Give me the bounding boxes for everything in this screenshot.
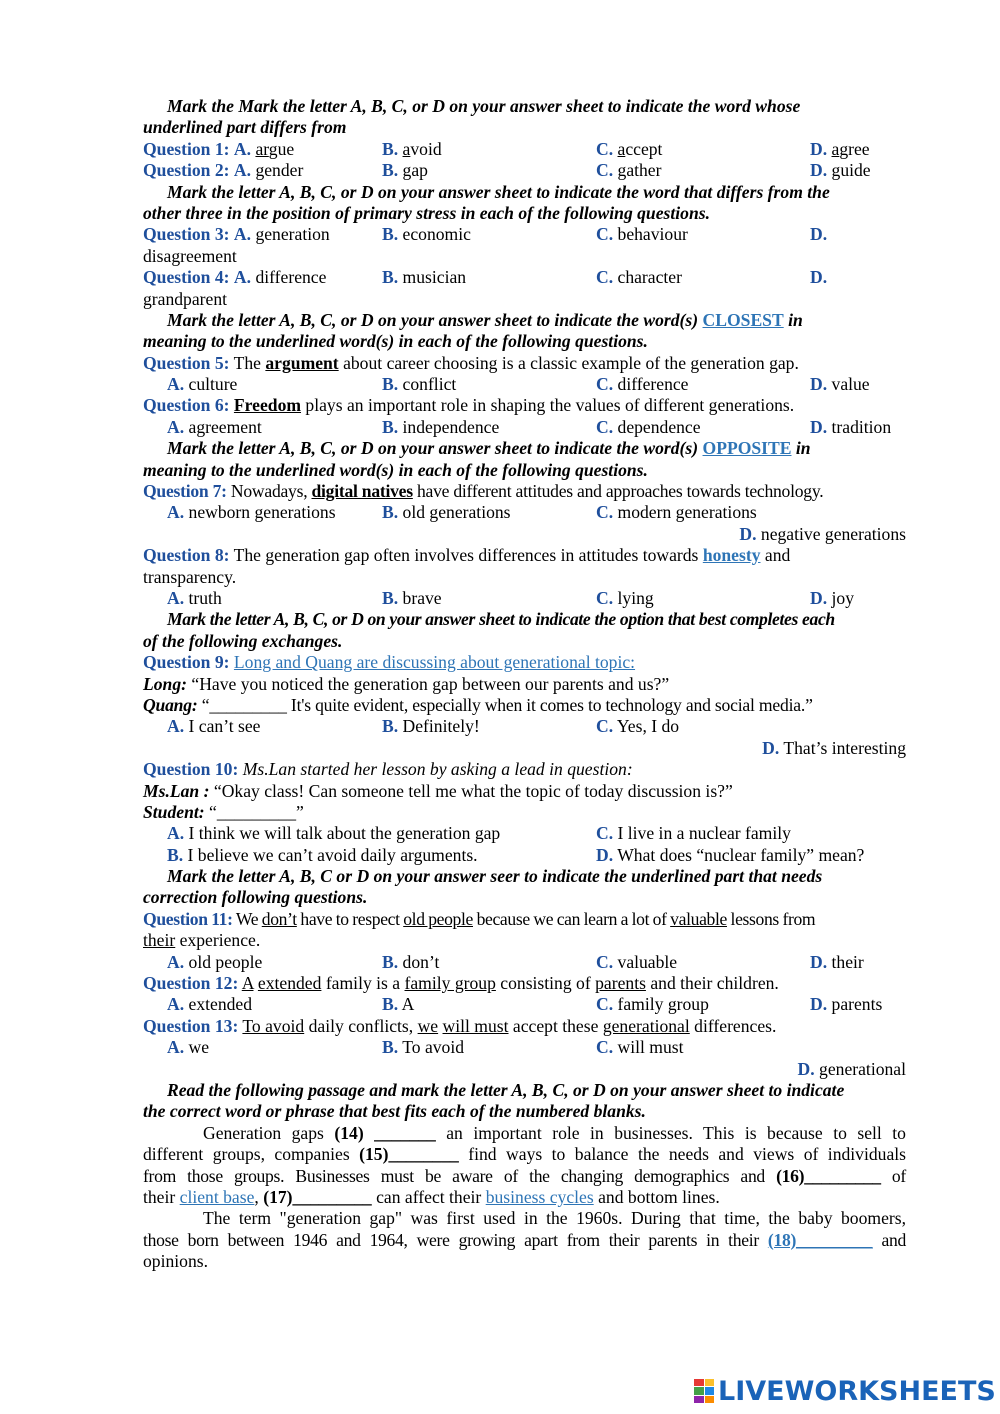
q12-option-a[interactable]: extended: [188, 994, 253, 1015]
q9-option-c[interactable]: Yes, I do: [616, 716, 680, 737]
question-11-label: Question 11:: [143, 908, 233, 929]
question-5-options: A. culture B. conflict C. difference D. value: [167, 374, 870, 395]
q3-option-c[interactable]: behaviour: [617, 224, 688, 245]
question-5: Question 5: The argument about career choosing is a classic example of the generation gap.: [143, 352, 799, 373]
section-7-instruction: Read the following passage and mark the letter A, B, C, or D on your answer sheet to indicate: [167, 1079, 845, 1100]
q2-option-a[interactable]: gender: [255, 160, 304, 181]
section-1-instruction-cont: underlined part differs from: [143, 117, 347, 138]
business-cycles-link[interactable]: business cycles: [485, 1186, 594, 1207]
passage-line-6: those born between 1946 and 1964, were growing apart from their parents in their (18)_________ and: [143, 1229, 906, 1250]
q10-dialogue-2: Student: “_________”: [143, 801, 304, 822]
q7-option-c[interactable]: modern generations: [617, 502, 757, 523]
question-10-options-2: B. I believe we can’t avoid daily arguments. D. What does “nuclear family” mean?: [167, 844, 865, 865]
q6-option-d[interactable]: tradition: [831, 416, 892, 437]
blank-16[interactable]: _________: [804, 1165, 881, 1186]
q5-option-a[interactable]: culture: [188, 374, 238, 395]
q10-option-b[interactable]: I believe we can’t avoid daily arguments.: [187, 844, 478, 865]
q12-option-d[interactable]: parents: [831, 994, 883, 1015]
q8-option-d[interactable]: joy: [831, 587, 854, 608]
q5-option-d[interactable]: value: [831, 374, 870, 395]
section-1-instruction: Mark the Mark the letter A, B, C, or D on your answer sheet to indicate the word whose: [167, 96, 801, 116]
q4-option-d[interactable]: grandparent: [143, 288, 228, 309]
q13-option-c[interactable]: will must: [617, 1037, 684, 1058]
question-10-label: Question 10:: [143, 759, 239, 780]
question-3: Question 3: A. generation B. economic C. behaviour D.: [143, 224, 828, 245]
q10-option-a[interactable]: I think we will talk about the generation gap: [188, 823, 501, 844]
question-8-cont: transparency.: [143, 566, 237, 587]
section-4-instruction: Mark the letter A, B, C, or D on your answer sheet to indicate the word(s) OPPOSITE in: [167, 438, 811, 459]
question-12-label: Question 12:: [143, 973, 239, 994]
q1-option-d[interactable]: agree: [831, 138, 870, 159]
question-10-options-1: A. I think we will talk about the generation gap C. I live in a nuclear family: [167, 823, 791, 844]
question-7-label: Question 7:: [143, 481, 227, 502]
question-1: Question 1: A. argue B. avoid C. accept D. agree: [143, 138, 870, 159]
liveworksheets-logo[interactable]: [694, 1376, 996, 1406]
passage-line-5: The term "generation gap" was first used in the 1960s. During that time, the baby boomers,: [203, 1208, 906, 1229]
passage-line-4: their client base, (17)_________ can affect their business cycles and bottom lines.: [143, 1186, 720, 1207]
q10-option-c[interactable]: I live in a nuclear family: [617, 823, 791, 844]
question-7: Question 7: Nowadays, digital natives have different attitudes and approaches towards technology.: [143, 481, 824, 502]
question-12-options: A. extended B. A C. family group D. parents: [167, 994, 883, 1015]
q1-option-a[interactable]: argue: [255, 138, 295, 159]
opposite-link[interactable]: OPPOSITE: [702, 438, 792, 459]
section-2-instruction-cont: other three in the position of primary stress in each of the following questions.: [143, 202, 710, 223]
question-9-label: Question 9:: [143, 652, 230, 673]
q13-option-a[interactable]: we: [188, 1037, 210, 1058]
worksheet: Mark the Mark the letter A, B, C, or D on your answer sheet to indicate the word whose underlined part differs from Question 1: A. argue B. avoid C. accept D. agree Question 2: A. gender B. gap C. gather D. guide Mark the letter A, B, C, or D on your answer sheet to indicate the word that differs from the other three in the position of primary stress in each of the following questions. Question 3: A. generation B. economic C. behaviour D. disagreement Question 4: A. difference B. musician C. character D. grandparent Mark the letter A, B, C, or D on your answer sheet to indicate the word(s) CLOSEST in meaning to the underlined word(s) in each of the following questions. Question 5: The argument about career choosing is a classic example of the generation gap. A. culture B. conflict C. difference D. value Question 6: Freedom plays an important role in shaping the values of different generations. A. agreement B. independence C. dependence D. tradition Mark the letter A, B, C, or D on your answer sheet to indicate the word(s) OPPOSITE in meaning to the underlined word(s) in each of the following questions. Question 7: Nowadays, digital natives have different attitudes and approaches towards technology. A. newborn generations B. old generations C. modern generations D. negative generations Question 8: The generation gap often involves differences in attitudes towards honesty and transparency. A. truth B. brave C. lying D. joy Mark the letter A, B, C, or D on your answer sheet to indicate the option that best completes each of the following exchanges. Question 9: Long and Quang are discussing about generational topic: Long: “Have you noticed the generation gap between our parents and us?” Quang: “_________ It's quite evident, especially when it comes to technology and social media.” A. I can’t see B. Definitely! C. Yes, I do D. That’s interesting Question 10: Ms.Lan started her lesson by asking a lead in question: Ms.Lan : “Okay class! Can someone tell me what the topic of today discussion is?” Student: “_________” A. I think we will talk about the generation gap C. I live in a nuclear family B. I believe we can’t avoid daily arguments. D. What does “nuclear family” mean? Mark the letter A, B, C or D on your answer seer to indicate the underlined part that needs correction following questions. Question 11: We don’t have to respect old people because we can learn a lot of valuable lessons from their experience. A. old people B. don’t C. valuable D. their Question 12: A extended family is a family group consisting of parents and their children. A. extended B. A C. family group D. parents Question 13: To avoid daily conflicts, we will must accept these generational differences. A. we B. To avoid C. will must D. generational Read the following passage and mark the letter A, B, C, or D on your answer sheet to indicate the correct word or phrase that best fits each of the numbered blanks. Generation gaps (14) _______ an important role in businesses. This is because to sell to different groups, companies (15)________ find ways to balance the needs and views of individuals from those groups. Businesses must be aware of the changing demographics and (16)_________ of their client base, (17)_________ can affect their business cycles and bottom lines. The term "generation gap" was first used in the 1960s. During that time, the baby boomers, those born between 1946 and 1964, were growing apart from their parents in their (18)_________ and opinions.: [143, 96, 907, 1272]
q11-option-b[interactable]: don’t: [402, 951, 440, 972]
q8-option-c[interactable]: lying: [617, 587, 654, 608]
question-3-label: Question 3:: [143, 224, 230, 245]
question-12: Question 12: A extended family is a family group consisting of parents and their children.: [143, 973, 779, 994]
blank-18-number[interactable]: (18): [767, 1229, 797, 1250]
question-8-label: Question 8:: [143, 545, 230, 566]
client-base-link[interactable]: client base: [179, 1186, 255, 1207]
section-6-instruction: Mark the letter A, B, C or D on your answer seer to indicate the underlined part that needs: [167, 866, 823, 887]
question-6: Question 6: Freedom plays an important role in shaping the values of different generations.: [143, 395, 795, 416]
q9-intro-link[interactable]: Long and Quang are discussing about generational topic:: [233, 652, 636, 673]
question-8-options: A. truth B. brave C. lying D. joy: [167, 587, 854, 608]
q3-option-b[interactable]: economic: [402, 224, 471, 245]
passage-line-3: from those groups. Businesses must be aware of the changing demographics and (16)_________ of: [143, 1165, 906, 1186]
q6-option-b[interactable]: independence: [402, 416, 500, 437]
question-11: Question 11: We don’t have to respect old people because we can learn a lot of valuable lessons from: [143, 908, 816, 929]
closest-link[interactable]: CLOSEST: [702, 309, 784, 330]
q11-option-a[interactable]: old people: [188, 951, 263, 972]
q2-option-c[interactable]: gather: [617, 160, 662, 181]
question-6-label: Question 6:: [143, 395, 230, 416]
q13-option-b[interactable]: To avoid: [402, 1037, 465, 1058]
question-1-label: Question 1:: [143, 138, 230, 159]
q7-option-b[interactable]: old generations: [402, 502, 511, 523]
section-2-instruction: Mark the letter A, B, C, or D on your answer sheet to indicate the word that differs from the: [167, 181, 830, 202]
q6-option-a[interactable]: agreement: [188, 416, 262, 437]
q3-option-d[interactable]: disagreement: [143, 245, 237, 266]
blank-18[interactable]: _________: [796, 1229, 873, 1250]
question-8: Question 8: The generation gap often involves differences in attitudes towards honesty and: [143, 545, 791, 566]
blank-15[interactable]: ________: [388, 1144, 459, 1165]
q4-option-b[interactable]: musician: [402, 267, 467, 288]
q13-option-d[interactable]: generational: [819, 1058, 906, 1079]
q11-option-c[interactable]: valuable: [617, 951, 678, 972]
question-4-label: Question 4:: [143, 267, 230, 288]
q5-keyword: argument: [265, 352, 339, 373]
section-3-instruction-cont: meaning to the underlined word(s) in each of the following questions.: [143, 331, 648, 352]
question-2: Question 2: A. gender B. gap C. gather D. guide: [143, 160, 871, 181]
question-11-options: A. old people B. don’t C. valuable D. their: [167, 951, 864, 972]
q9-option-a[interactable]: I can’t see: [188, 716, 261, 737]
q1-option-b[interactable]: avoid: [402, 138, 442, 159]
section-3-instruction: Mark the letter A, B, C, or D on your answer sheet to indicate the word(s) CLOSEST in: [167, 309, 803, 330]
q9-dialogue-1: Long: “Have you noticed the generation gap between our parents and us?”: [143, 673, 670, 694]
q7-keyword: digital natives: [311, 481, 413, 502]
q4-option-c[interactable]: character: [617, 267, 682, 288]
liveworksheets-logo-text: LIVEWORKSHEETS: [718, 1375, 996, 1407]
q11-option-d[interactable]: their: [831, 951, 864, 972]
q12-option-c[interactable]: family group: [617, 994, 709, 1015]
question-7-options: A. newborn generations B. old generations C. modern generations: [167, 502, 757, 523]
q12-option-b[interactable]: A: [401, 994, 415, 1015]
question-6-options: A. agreement B. independence C. dependence D. tradition: [167, 416, 892, 437]
q8-keyword[interactable]: honesty: [702, 545, 761, 566]
q4-option-a[interactable]: difference: [255, 267, 327, 288]
section-6-instruction-cont: correction following questions.: [143, 887, 368, 908]
q3-option-a[interactable]: generation: [255, 224, 330, 245]
question-5-label: Question 5:: [143, 352, 230, 373]
question-10: Question 10: Ms.Lan started her lesson by asking a lead in question:: [143, 759, 633, 780]
liveworksheets-logo-icon: [694, 1379, 714, 1403]
section-5-instruction-cont: of the following exchanges.: [143, 630, 343, 651]
question-11-cont: their experience.: [143, 930, 261, 951]
blank-14[interactable]: _______: [374, 1122, 436, 1143]
question-13: Question 13: To avoid daily conflicts, we will must accept these generational differences.: [143, 1015, 777, 1036]
passage-line-7: opinions.: [143, 1251, 209, 1272]
q7-option-a[interactable]: newborn generations: [188, 502, 336, 523]
q6-option-c[interactable]: dependence: [617, 416, 701, 437]
section-4-instruction-cont: meaning to the underlined word(s) in each of the following questions.: [143, 459, 648, 480]
q5-option-b[interactable]: conflict: [402, 374, 457, 395]
q9-dialogue-2: Quang: “_________ It's quite evident, especially when it comes to technology and social media.”: [143, 694, 813, 715]
q8-option-b[interactable]: brave: [402, 587, 442, 608]
question-4: Question 4: A. difference B. musician C. character D.: [143, 267, 828, 288]
q9-option-b[interactable]: Definitely!: [402, 716, 480, 737]
q7-option-d[interactable]: negative generations: [760, 523, 906, 544]
question-9-options: A. I can’t see B. Definitely! C. Yes, I do: [167, 716, 680, 737]
question-13-options: A. we B. To avoid C. will must: [167, 1037, 684, 1058]
q1-option-c[interactable]: accept: [617, 138, 663, 159]
q5-option-c[interactable]: difference: [617, 374, 689, 395]
passage-line-1: Generation gaps (14) _______ an important role in businesses. This is because to sell to: [203, 1122, 906, 1143]
question-9: [143, 652, 906, 673]
q8-option-a[interactable]: truth: [188, 587, 222, 608]
section-5-instruction: Mark the letter A, B, C, or D on your answer sheet to indicate the option that best completes each: [167, 609, 835, 630]
question-2-label: Question 2:: [143, 160, 230, 181]
q10-dialogue-1: Ms.Lan : “Okay class! Can someone tell me what the topic of today discussion is?”: [143, 780, 733, 801]
q2-option-d[interactable]: guide: [831, 160, 871, 181]
passage-line-2: different groups, companies (15)________ find ways to balance the needs and views of individuals: [143, 1144, 907, 1165]
question-13-label: Question 13:: [143, 1015, 239, 1036]
blank-17[interactable]: _________: [292, 1186, 372, 1207]
section-7-instruction-cont: the correct word or phrase that best fits each of the numbered blanks.: [143, 1101, 646, 1122]
q2-option-b[interactable]: gap: [402, 160, 428, 181]
q6-keyword: Freedom: [233, 395, 302, 416]
q9-option-d[interactable]: That’s interesting: [783, 737, 906, 758]
q10-option-d[interactable]: What does “nuclear family” mean?: [617, 844, 865, 865]
